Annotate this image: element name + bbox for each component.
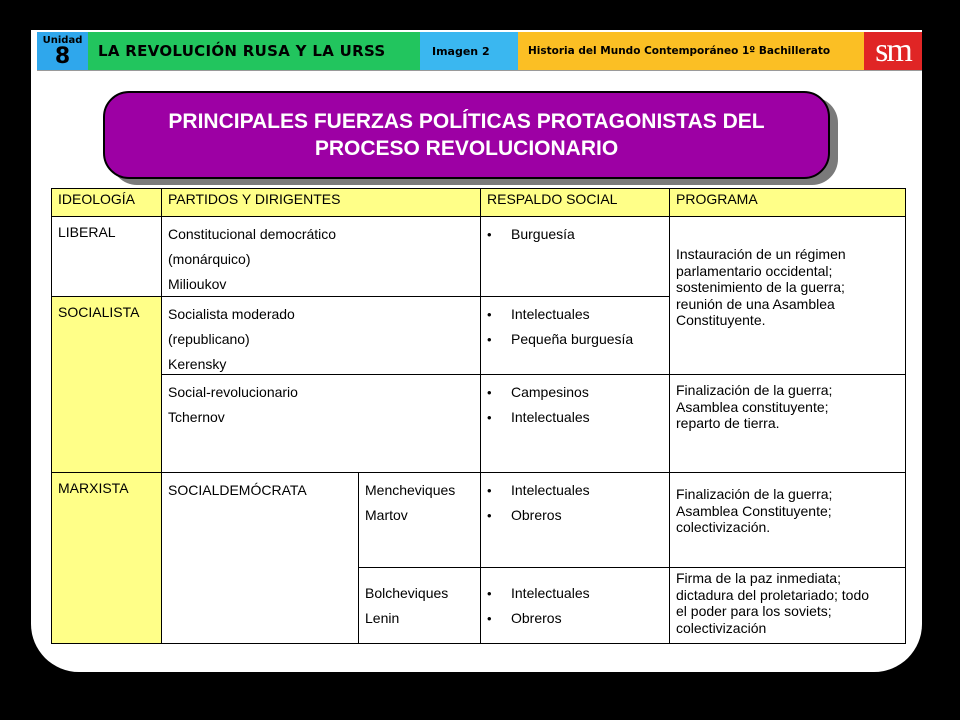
unit-badge <box>37 32 88 70</box>
header-ideologia: IDEOLOGÍA <box>51 188 162 217</box>
political-forces-table <box>51 188 906 644</box>
party-social-democrat: SOCIALDEMÓCRATA <box>161 472 359 644</box>
unit-label: Unidad <box>42 34 83 46</box>
program-social-revolutionary: Finalización de la guerra; Asamblea constituyente; reparto de tierra. <box>669 374 906 473</box>
support-bolsheviks <box>480 567 670 644</box>
ideology-liberal: LIBERAL <box>51 216 162 297</box>
bullet-icon: • <box>487 410 492 425</box>
party-note: (monárquico) <box>168 251 251 267</box>
faction-name: Bolcheviques <box>365 585 449 601</box>
bullet-icon: • <box>487 611 492 626</box>
bullet-icon: • <box>487 332 492 347</box>
party-leader: Tchernov <box>168 409 225 425</box>
party-leader: Milioukov <box>168 276 227 292</box>
party-name: Social-revolucionario <box>168 384 298 400</box>
list-item: • Obreros <box>487 606 663 631</box>
bullet-icon: • <box>487 307 492 322</box>
party-note: (republicano) <box>168 331 250 347</box>
faction-mencheviks <box>358 472 481 568</box>
support-social-revolutionary <box>480 374 670 473</box>
list-item: • Burguesía <box>487 222 663 247</box>
page-title-line2: PROCESO REVOLUCIONARIO <box>314 137 619 160</box>
bullet-icon: • <box>487 508 492 523</box>
list-item: • Intelectuales <box>487 302 663 327</box>
ideology-marxista: MARXISTA <box>51 472 162 644</box>
bullet-icon: • <box>487 385 492 400</box>
image-label: Imagen 2 <box>420 32 518 70</box>
support-mencheviks <box>480 472 670 568</box>
faction-name: Mencheviques <box>365 482 456 498</box>
unit-number: 8 <box>54 43 71 69</box>
support-liberal <box>480 216 670 297</box>
party-name: Socialista moderado <box>168 306 295 322</box>
faction-bolsheviks <box>358 567 481 644</box>
course-label: Historia del Mundo Contemporáneo 1º Bachillerato <box>518 32 864 70</box>
slide <box>31 30 922 672</box>
bullet-icon: • <box>487 586 492 601</box>
header-respaldo: RESPALDO SOCIAL <box>480 188 670 217</box>
header-divider <box>37 70 922 71</box>
ideology-socialista: SOCIALISTA <box>51 296 162 473</box>
header-programa: PROGRAMA <box>669 188 906 217</box>
unit-title: LA REVOLUCIÓN RUSA Y LA URSS <box>88 32 420 70</box>
bullet-icon: • <box>487 483 492 498</box>
list-item: • Intelectuales <box>487 405 663 430</box>
party-social-revolutionary <box>161 374 481 473</box>
program-mencheviks: Finalización de la guerra; Asamblea Constituyente; colectivización. <box>669 472 906 568</box>
page-title <box>103 91 830 179</box>
faction-leader: Martov <box>365 507 408 523</box>
header-partidos: PARTIDOS Y DIRIGENTES <box>161 188 481 217</box>
faction-leader: Lenin <box>365 610 400 626</box>
list-item: • Obreros <box>487 503 663 528</box>
page-title-line1: PRINCIPALES FUERZAS POLÍTICAS PROTAGONISTAS DEL <box>168 110 765 133</box>
list-item: • Campesinos <box>487 380 663 405</box>
list-item: • Pequeña burguesía <box>487 327 663 352</box>
program-bolsheviks: Firma de la paz inmediata; dictadura del proletariado; todo el poder para los soviets; colectivización <box>669 567 906 644</box>
list-item: • Intelectuales <box>487 478 663 503</box>
bullet-icon: • <box>487 227 492 242</box>
support-socialist-moderate <box>480 296 670 375</box>
party-leader: Kerensky <box>168 356 227 372</box>
party-liberal <box>161 216 481 297</box>
party-name: Constitucional democrático <box>168 226 337 242</box>
list-item: • Intelectuales <box>487 581 663 606</box>
sm-logo: sm <box>864 32 922 70</box>
program-liberal-socialist: Instauración de un régimen parlamentario occidental; sostenimiento de la guerra; reunión de una Asamblea Constituyente. <box>669 216 906 375</box>
party-socialist-moderate <box>161 296 481 375</box>
